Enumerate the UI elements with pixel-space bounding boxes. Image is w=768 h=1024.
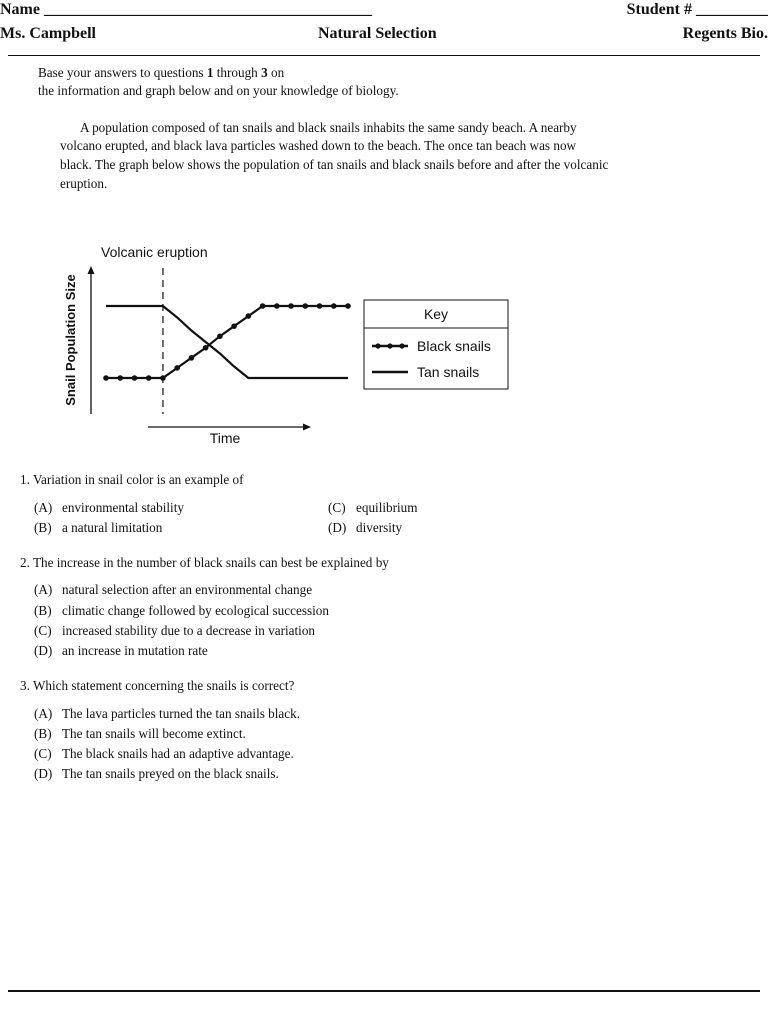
option-text: diversity — [356, 520, 403, 535]
black-snails-point — [331, 303, 337, 309]
option-letter: (D) — [34, 643, 53, 658]
option-letter: (B) — [34, 603, 52, 618]
q2-option-c[interactable] — [34, 623, 315, 639]
question-text: The increase in the number of black snails can best be explained by — [32, 555, 389, 570]
question-number: 1. — [20, 472, 30, 487]
q3-option-d[interactable] — [34, 766, 279, 782]
q2-option-a[interactable] — [34, 582, 312, 598]
legend-black-dot — [387, 343, 392, 348]
name-blank: _________________________________________ — [43, 1, 372, 18]
time-arrowhead — [303, 424, 311, 431]
intro-line-2: the information and graph below and on your knowledge of biology. — [38, 83, 399, 98]
black-snails-point — [203, 345, 209, 351]
option-text: an increase in mutation rate — [62, 643, 208, 658]
option-text: The lava particles turned the tan snails black. — [62, 706, 301, 721]
black-snails-point — [274, 303, 280, 309]
option-text: The black snails had an adaptive advantage. — [62, 746, 294, 761]
intro-n1: 1 — [206, 65, 214, 80]
black-snails-point — [246, 313, 252, 319]
question-number: 2. — [20, 555, 30, 570]
teacher-name: Ms. Campbell — [0, 25, 96, 42]
black-snails-point — [189, 355, 195, 361]
passage-line-3: black. The graph below shows the population of tan snails and black snails before and after the volcanic — [60, 157, 609, 172]
student-blank: _________ — [696, 1, 768, 18]
name-label: Name — [0, 1, 40, 18]
option-letter: (D) — [328, 520, 347, 535]
black-snails-point — [174, 365, 180, 371]
x-axis-label: Time — [209, 430, 241, 446]
black-snails-point — [103, 375, 109, 381]
footer-divider — [8, 990, 760, 992]
snail-population-chart — [0, 0, 768, 470]
option-text: natural selection after an environmental change — [62, 582, 313, 597]
passage-line-1: A population composed of tan snails and black snails inhabits the same sandy beach. A nearby — [80, 120, 577, 135]
option-text: a natural limitation — [62, 520, 163, 535]
question-1 — [20, 472, 244, 488]
question-2 — [20, 555, 389, 571]
chart-title: Volcanic eruption — [101, 244, 208, 260]
intro-mid: through — [213, 65, 262, 80]
q1-option-d[interactable] — [328, 520, 402, 536]
black-snails-line — [106, 306, 348, 378]
y-axis-label: Snail Population Size — [63, 274, 78, 406]
passage-line-2: volcano erupted, and black lava particles washed down to the beach. The once tan beach was now — [60, 138, 577, 153]
q3-option-c[interactable] — [34, 746, 294, 762]
option-letter: (A) — [34, 706, 53, 721]
question-text: Which statement concerning the snails is correct? — [32, 678, 295, 693]
option-letter: (C) — [34, 746, 52, 761]
q3-option-a[interactable] — [34, 706, 300, 722]
option-letter: (D) — [34, 766, 53, 781]
legend-black-dot — [375, 343, 380, 348]
option-text: climatic change followed by ecological succession — [62, 603, 329, 618]
legend-title: Key — [423, 306, 449, 322]
black-snails-point — [288, 303, 294, 309]
series-layer — [103, 303, 351, 381]
black-snails-point — [231, 323, 237, 329]
q1-option-a[interactable] — [34, 500, 184, 516]
y-axis-arrowhead — [88, 266, 95, 274]
question-text: Variation in snail color is an example of — [32, 472, 244, 487]
black-snails-point — [317, 303, 323, 309]
option-letter: (B) — [34, 520, 52, 535]
option-text: equilibrium — [356, 500, 418, 515]
question-3 — [20, 678, 294, 694]
q1-option-b[interactable] — [34, 520, 162, 536]
legend-black-label: Black snails — [417, 338, 491, 354]
legend-tan-label: Tan snails — [417, 364, 480, 380]
black-snails-point — [117, 375, 123, 381]
page-title: Natural Selection — [318, 25, 437, 42]
black-snails-point — [217, 333, 223, 339]
q2-option-b[interactable] — [34, 603, 329, 619]
black-snails-point — [160, 375, 166, 381]
black-snails-point — [132, 375, 138, 381]
option-letter: (A) — [34, 500, 53, 515]
black-snails-point — [302, 303, 308, 309]
black-snails-point — [345, 303, 351, 309]
question-number: 3. — [20, 678, 30, 693]
option-text: environmental stability — [62, 500, 184, 515]
black-snails-point — [146, 375, 152, 381]
intro-post: on — [267, 65, 285, 80]
intro-pre: Base your answers to questions — [38, 65, 207, 80]
course-name: Regents Bio. — [682, 25, 768, 42]
option-letter: (C) — [34, 623, 52, 638]
option-letter: (A) — [34, 582, 53, 597]
q1-option-c[interactable] — [328, 500, 418, 516]
intro-n2: 3 — [261, 65, 268, 80]
option-text: The tan snails will become extinct. — [62, 726, 246, 741]
option-letter: (B) — [34, 726, 52, 741]
student-label: Student # — [626, 1, 692, 18]
q3-option-b[interactable] — [34, 726, 246, 742]
tan-snails-line — [106, 306, 348, 378]
q2-option-d[interactable] — [34, 643, 208, 659]
option-text: increased stability due to a decrease in variation — [62, 623, 316, 638]
option-text: The tan snails preyed on the black snails. — [62, 766, 279, 781]
option-letter: (C) — [328, 500, 346, 515]
passage-line-4: eruption. — [60, 176, 108, 191]
black-snails-point — [260, 303, 266, 309]
chart-legend — [364, 300, 508, 389]
legend-black-dot — [399, 343, 404, 348]
